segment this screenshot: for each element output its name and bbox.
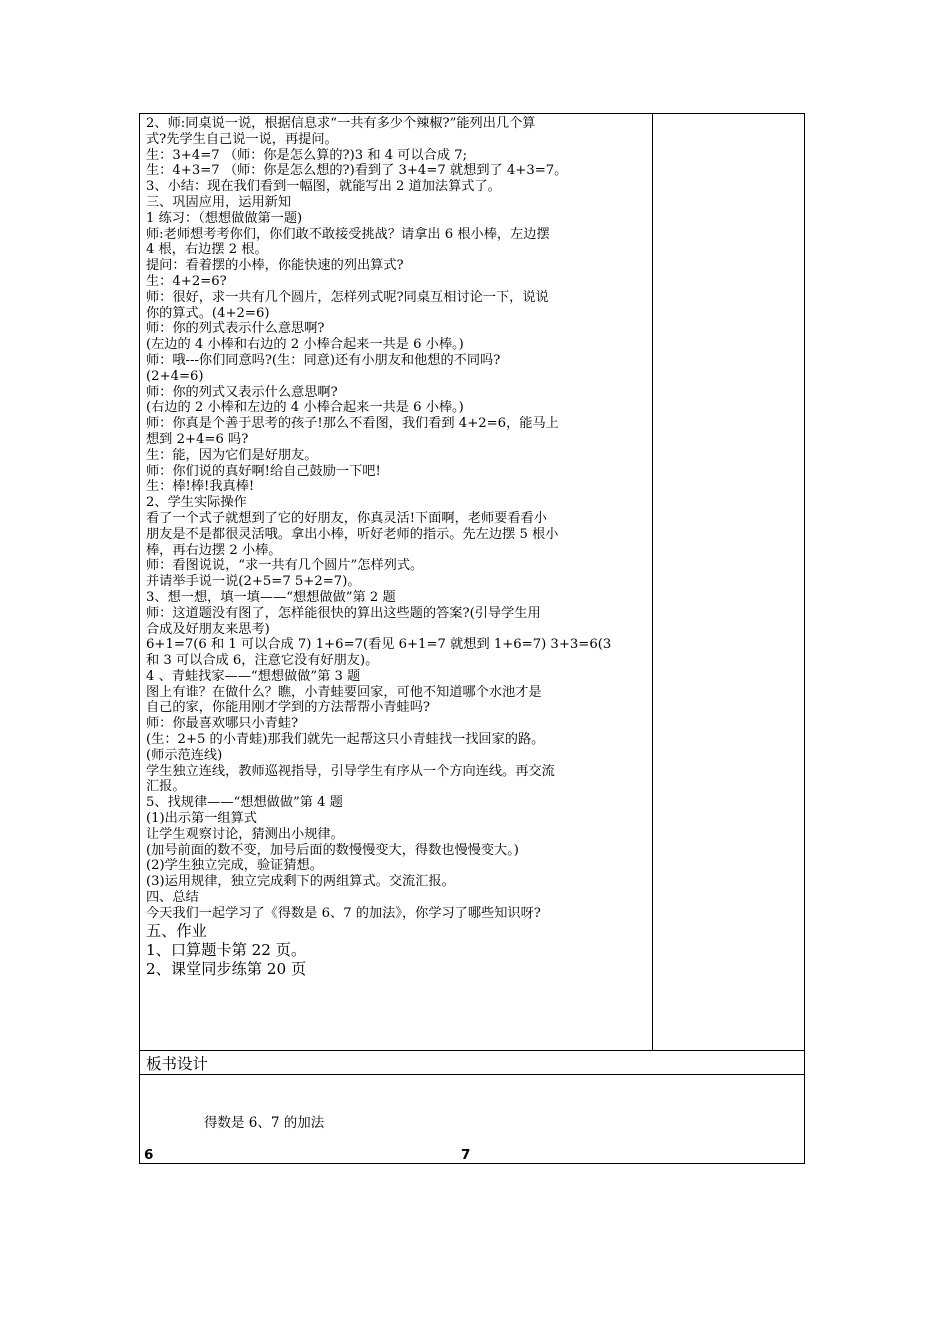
board-number-seven: 7 (461, 1147, 471, 1163)
board-number-six: 6 (144, 1147, 154, 1163)
lesson-line: 3、想一想，填一填——“想想做做”第 2 题 (146, 589, 396, 605)
lesson-line: 生：3+4=7 （师：你是怎么算的?)3 和 4 可以合成 7; (146, 147, 468, 163)
lesson-line: 生：能，因为它们是好朋友。 (146, 447, 318, 463)
lesson-line: 师：你的列式表示什么意思啊? (146, 321, 325, 337)
homework-item: 2、课堂同步练第 20 页 (146, 960, 307, 979)
lesson-line: 2、师:同桌说一说，根据信息求“一共有多少个辣椒?”能列出几个算 (146, 116, 536, 131)
lesson-line: (2)学生独立完成，验证猜想。 (146, 858, 323, 874)
lesson-line: (3)运用规律，独立完成剩下的两组算式。交流汇报。 (146, 874, 455, 890)
lesson-line: 师：你真是个善于思考的孩子!那么不看图，我们看到 4+2=6，能马上 (146, 416, 559, 432)
lesson-line: 生：棒!棒!我真棒! (146, 479, 255, 495)
lesson-line: 合成及好朋友来思考) (146, 621, 270, 637)
lesson-line: 1 练习：（想想做做第一题) (146, 210, 303, 226)
lesson-line: 和 3 可以合成 6，注意它没有好朋友)。 (146, 653, 379, 669)
lesson-line: 师：你最喜欢哪只小青蛙? (146, 716, 299, 732)
lesson-line: 4 、青蛙找家——“想想做做”第 3 题 (146, 668, 361, 684)
lesson-line: 自己的家，你能用刚才学到的方法帮帮小青蛙吗? (146, 700, 431, 716)
lesson-line: (师示范连线) (146, 747, 223, 763)
lesson-line: 生：4+2=6? (146, 273, 227, 289)
lesson-line: 师:老师想考考你们，你们敢不敢接受挑战？请拿出 6 根小棒，左边摆 (146, 226, 550, 242)
lesson-content (146, 116, 648, 980)
board-design-subtitle: 得数是 6、7 的加法 (204, 1115, 325, 1131)
lesson-line: 师：哦---你们同意吗?(生：同意)还有小朋友和他想的不同吗? (146, 352, 501, 368)
lesson-line: 式?先学生自己说一说，再提问。 (146, 131, 338, 147)
lesson-line: 6+1=7(6 和 1 可以合成 7) 1+6=7(看见 6+1=7 就想到 1+6=7) 3+3=6(3 (146, 637, 612, 653)
lesson-line: 师：看图说说，“求一共有几个圆片”怎样列式。 (146, 558, 424, 574)
lesson-line: 3、小结：现在我们看到一幅图，就能写出 2 道加法算式了。 (146, 179, 501, 195)
lesson-line: 看了一个式子就想到了它的好朋友，你真灵活!下面啊，老师要看看小 (146, 510, 547, 526)
board-design-title: 板书设计 (146, 1055, 209, 1073)
lesson-line: 今天我们一起学习了《得数是 6、7 的加法》，你学习了哪些知识呀? (146, 905, 541, 921)
lesson-plan-table (139, 113, 805, 1164)
row-divider-board-content (140, 1074, 804, 1075)
lesson-line: (加号前面的数不变，加号后面的数慢慢变大，得数也慢慢变大。) (146, 842, 519, 858)
lesson-line: 师：很好，求一共有几个圆片，怎样列式呢?同桌互相讨论一下，说说 (146, 289, 549, 305)
lesson-line: 你的算式。(4+2=6) (146, 305, 270, 321)
lesson-line: 四、总结 (146, 890, 199, 906)
homework-item: 1、口算题卡第 22 页。 (146, 940, 307, 959)
lesson-line: 2、学生实际操作 (146, 495, 247, 511)
lesson-line: 三、巩固应用，运用新知 (146, 194, 292, 210)
lesson-line: (左边的 4 小棒和右边的 2 小棒合起来一共是 6 小棒。) (146, 337, 464, 353)
lesson-line: (1)出示第一组算式 (146, 811, 257, 827)
lesson-line: 师：这道题没有图了，怎样能很快的算出这些题的答案?(引导学生用 (146, 605, 541, 621)
lesson-line: 生：4+3=7 （师：你是怎么想的?)看到了 3+4=7 就想到了 4+3=7。 (146, 163, 568, 179)
lesson-line: 让学生观察讨论，猜测出小规律。 (146, 826, 344, 842)
lesson-line: 师：你的列式又表示什么意思啊? (146, 384, 338, 400)
lesson-line: 汇报。 (146, 779, 186, 795)
lesson-line: (生：2+5 的小青蛙)那我们就先一起帮这只小青蛙找一找回家的路。 (146, 732, 545, 748)
column-divider (652, 114, 653, 1050)
lesson-line: 棒，再右边摆 2 小棒。 (146, 542, 282, 558)
lesson-line: 并请举手说一说(2+5=7 5+2=7)。 (146, 574, 361, 590)
lesson-line: 想到 2+4=6 吗? (146, 431, 249, 447)
row-divider-board-title (140, 1050, 804, 1051)
lesson-line: 4 根，右边摆 2 根。 (146, 242, 268, 258)
lesson-line: 5、找规律——“想想做做”第 4 题 (146, 795, 343, 811)
lesson-line: 学生独立连线，教师巡视指导，引导学生有序从一个方向连线。再交流 (146, 763, 555, 779)
lesson-line: (右边的 2 小棒和左边的 4 小棒合起来一共是 6 小棒。) (146, 400, 464, 416)
lesson-line: 师：你们说的真好啊!给自己鼓励一下吧! (146, 463, 381, 479)
homework-heading: 五、作业 (146, 921, 207, 940)
lesson-line: (2+4=6) (146, 368, 204, 384)
lesson-line: 图上有谁？在做什么？瞧，小青蛙要回家，可他不知道哪个水池才是 (146, 684, 542, 700)
lesson-line: 朋友是不是都很灵活哦。拿出小棒，听好老师的指示。先左边摆 5 根小 (146, 526, 559, 542)
lesson-line: 提问：看着摆的小棒，你能快速的列出算式? (146, 258, 404, 274)
